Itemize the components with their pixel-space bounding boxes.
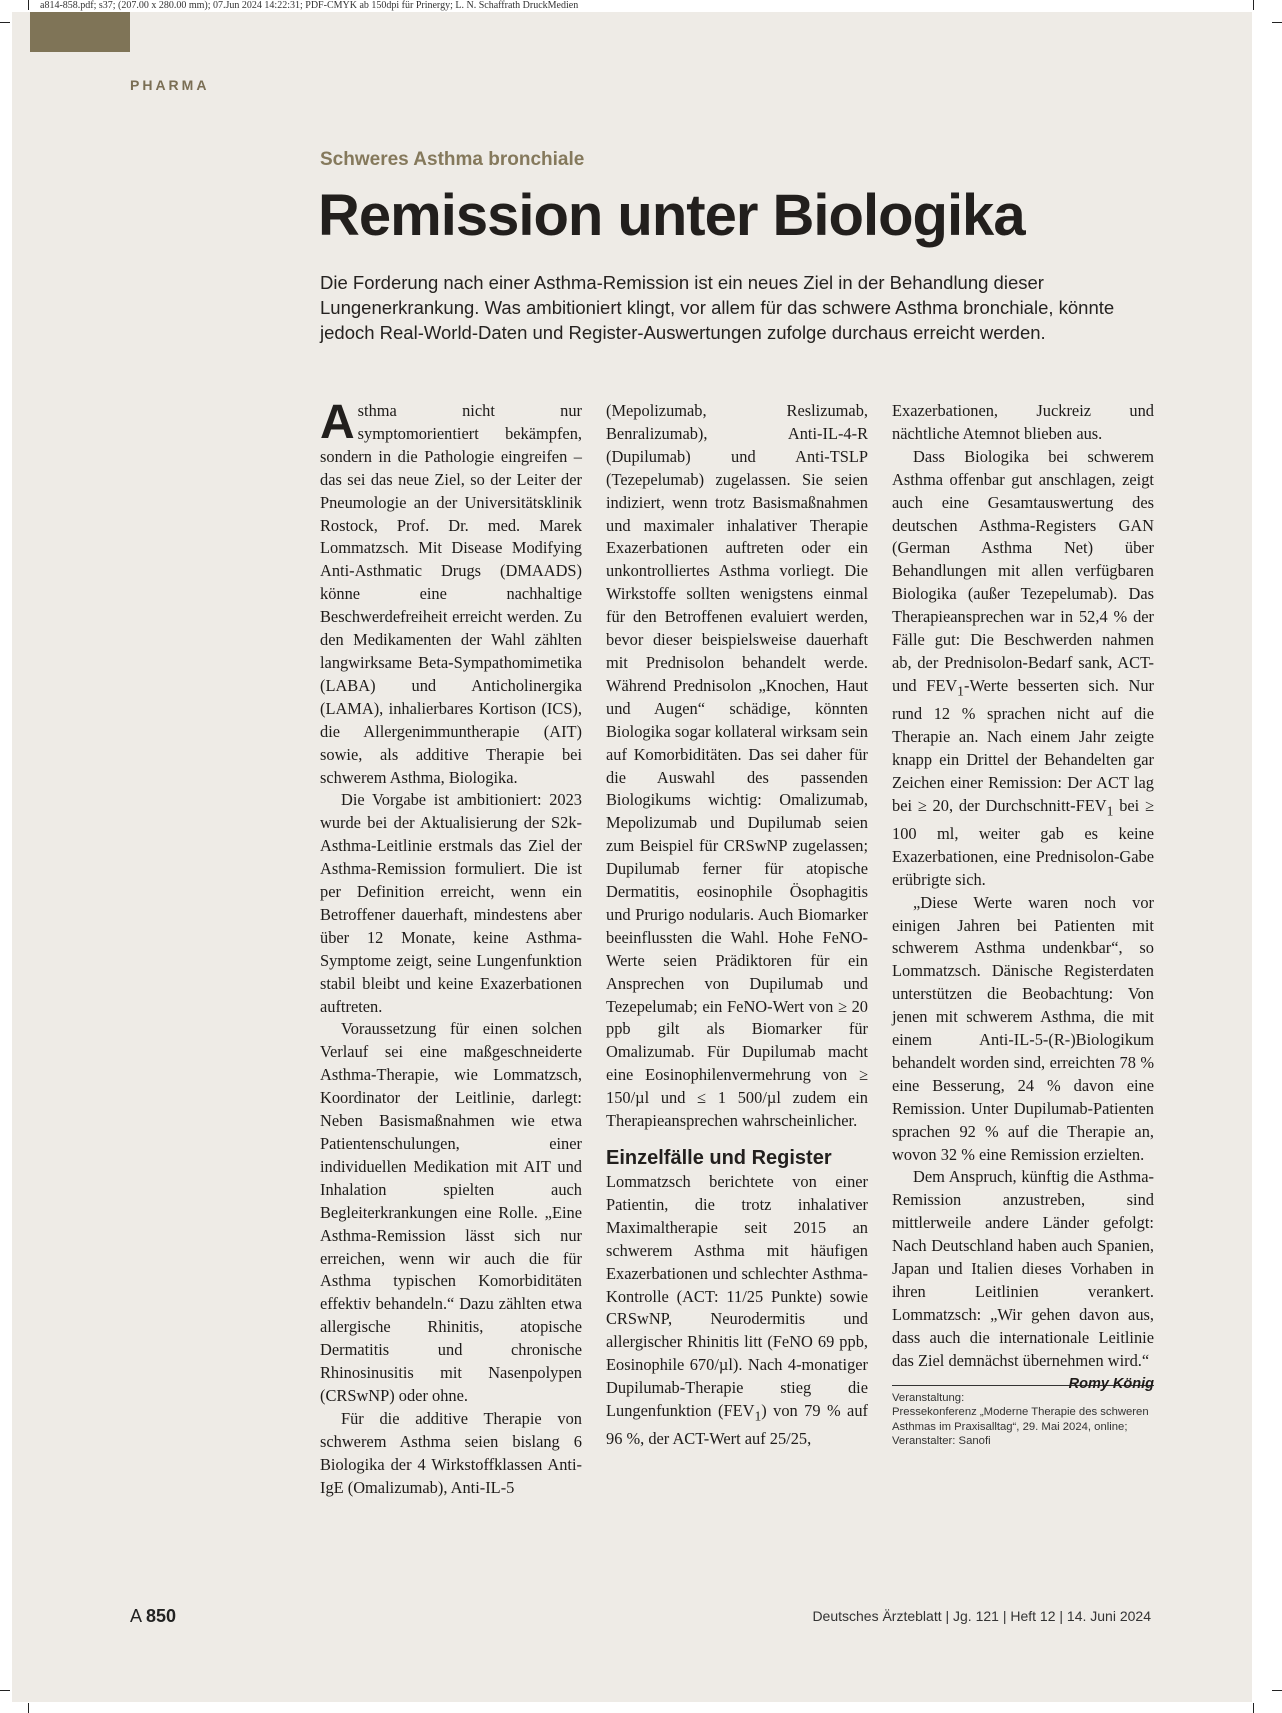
crop-mark	[1253, 0, 1254, 10]
crop-mark	[1272, 22, 1282, 23]
paragraph: Voraussetzung für einen solchen Verlauf sei eine maßgeschneiderte Asthma-Therapie, wie Lommatzsch, Koordinator der Leitlinie, darlegt: Neben Basismaßnahmen wie etwa Patientenschulungen, einer individuellen Medikation mit AIT und Inhalation spielten auch Begleiterkrankungen eine Rolle. „Eine Asthma-Remission lässt sich nur erreichen, wenn wir auch die für Asthma typischen Komorbiditäten effektiv behandeln.“ Dazu zählten etwa allergische Rhinitis, atopische Dermatitis und chronische Rhinosinusitis mit Nasenpolypen (CRSwNP) oder ohne.	[320, 1019, 582, 1405]
crop-mark	[1253, 1703, 1254, 1713]
crop-mark	[28, 1703, 29, 1713]
article-column-1	[320, 396, 582, 1500]
paragraph: Die Vorgabe ist ambitioniert: 2023 wurde bei der Aktualisierung der S2k-Asthma-Leitlinie erstmals das Ziel der Asthma-Remission formuliert. Die ist per Definition erreicht, wenn ein Betroffener dauerhaft, mindestens aber über 12 Monate, keine Asthma-Symptome zeigt, seine Lungenfunktion stabil bleibt und keine Exazerbationen auftreten.	[320, 790, 582, 1016]
crop-mark	[0, 22, 10, 23]
paragraph: Dem Anspruch, künftig die Asthma-Remission anzustreben, sind mittlerweile andere Länder gefolgt: Nach Deutschland haben auch Spanien, Japan und Italien dieses Vorhaben in ihren Leitlinien verankert. Lommatzsch: „Wir gehen davon aus, dass auch die internationale Leitlinie das Ziel demnächst übernehmen wird.“ Romy König	[892, 1166, 1154, 1372]
event-note: Veranstaltung: Pressekonferenz „Moderne Therapie des schweren Asthmas im Praxisalltag“, 29. Mai 2024, online; Veranstalter: Sanofi	[892, 1385, 1154, 1449]
drop-cap: A	[320, 396, 355, 449]
crop-mark	[28, 0, 29, 10]
crop-mark	[1272, 1690, 1282, 1691]
page-number: A 850	[130, 1606, 177, 1626]
paragraph: „Diese Werte waren noch vor einigen Jahren bei Patienten mit schwerem Asthma undenkbar“, so Lommatzsch. Dänische Registerdaten unterstützen die Beobachtung: Von jenen mit schwerem Asthma, die mit einem Anti-IL-5-(R-)Biologikum behandelt worden sind, erreichten 78 % eine Besserung, 24 % davon eine Remission. Unter Dupilumab-Patienten sprachen 92 % auf die Therapie an, wovon 32 % eine Remission erzielten.	[892, 892, 1154, 1164]
crop-mark	[0, 1690, 10, 1691]
publication-footer: Deutsches Ärzteblatt | Jg. 121 | Heft 12 | 14. Juni 2024	[812, 1608, 1151, 1624]
paragraph-text: sthma nicht nur symptomorientiert bekämpfen, sondern in die Pathologie eingreifen – das sei das neue Ziel, so der Leiter der Pneumologie an der Universitätsklinik Rostock, Prof. Dr. med. Marek Lommatzsch. Mit Disease Modifying Anti-Asthmatic Drugs (DMAADS) könne eine nachhaltige Beschwerdefreiheit erreicht werden. Zu den Medikamenten der Wahl zählten langwirksame Beta-Sympathomimetika (LABA) und Anticholinergika (LAMA), inhalierbares Kortison (ICS), die Allergenimmuntherapie (AIT) sowie, als additive Therapie bei schwerem Asthma, Biologika.	[320, 401, 582, 787]
article-column-3	[892, 400, 1154, 1449]
article-kicker: Schweres Asthma bronchiale	[320, 149, 585, 170]
paragraph: Lommatzsch berichtete von einer Patientin, die trotz inhalativer Maximaltherapie seit 2015 an schwerem Asthma mit häufigen Exazerbationen und schlechter Asthma-Kontrolle (ACT: 11/25 Punkte) sowie CRSwNP, Neurodermitis und allergischer Rhinitis litt (FeNO 69 ppb, Eosinophile 670/µl). Nach 4-monatiger Dupilumab-Therapie stieg die Lungenfunktion $(FEV_1)$ von 79 % auf 96 %, der ACT-Wert auf 25/25,	[606, 1172, 868, 1449]
paragraph: Für die additive Therapie von schwerem Asthma seien bislang 6 Biologika der 4 Wirkstoffklassen Anti-IgE (Omalizumab), Anti-IL-5	[320, 1408, 582, 1497]
subheading: Einzelfälle und Register	[606, 1147, 832, 1169]
paragraph: (Mepolizumab, Reslizumab, Benralizumab), Anti-IL-4-R (Dupilumab) und Anti-TSLP (Tezepelumab) zugelassen. Sie seien indiziert, wenn trotz Basismaßnahmen und maximaler inhalativer Therapie Exazerbationen auftreten oder ein unkontrolliertes Asthma vorliegt. Die Wirkstoffe sollten wenigstens einmal für den Betroffenen evaluiert werden, bevor dieser beispielsweise dauerhaft mit Prednisolon behandelt werde. Während Prednisolon „Knochen, Haut und Augen“ schädige, könnten Biologika sogar kollateral wirksam sein auf Komorbiditäten. Das sei daher für die Auswahl des passenden Biologikums wichtig: Omalizumab, Mepolizumab und Dupilumab seien zum Beispiel für CRSwNP zugelassen; Dupilumab ferner für atopische Dermatitis, eosinophile Ösophagitis und Prurigo nodularis. Auch Biomarker beeinflussten die Wahl. Hohe FeNO-Werte seien Prädiktoren für ein Ansprechen von Dupilumab und Tezepelumab; ein FeNO-Wert von ≥ 20 ppb gilt als Biomarker für Omalizumab. Für Dupilumab macht eine Eosinophilenvermehrung von ≥ 150/µl und ≤ 1 500/µl zudem ein Therapieansprechen wahrscheinlicher.	[606, 401, 868, 1131]
paragraph: Dass Biologika bei schwerem Asthma offenbar gut anschlagen, zeigt auch eine Gesamtauswertung des deutschen Asthma-Registers GAN (German Asthma Net) über Behandlungen mit allen verfügbaren Biologika (außer Tezepelumab). Das Therapieansprechen war in 52,4 % der Fälle gut: Die Beschwerden nahmen ab, der Prednisolon-Bedarf sank, ACT- und $FEV_1$-Werte besserten sich. Nur rund 12 % sprachen nicht auf die Therapie an. Nach einem Jahr zeigte knapp ein Drittel der Behandelten gar Zeichen einer Remission: Der ACT lag bei ≥ 20, der Durchschnitt-$FEV_1$ bei ≥ 100 ml, weiter gab es keine Exazerbationen, eine Prednisolon-Gabe erübrigte sich.	[892, 446, 1154, 889]
paragraph: Exazerbationen, Juckreiz und nächtliche Atemnot blieben aus.	[892, 401, 1154, 443]
author-name: Romy König	[1068, 1375, 1154, 1392]
print-job-header: a814-858.pdf; s37; (207.00 x 280.00 mm); 07.Jun 2024 14:22:31; PDF-CMYK ab 150dpi für Prinergy; L. N. Schaffrath DruckMedien	[40, 0, 579, 11]
section-label: PHARMA	[130, 77, 210, 93]
article-column-2	[606, 400, 868, 1451]
article-lead: Die Forderung nach einer Asthma-Remission ist ein neues Ziel in der Behandlung dieser Lungenerkrankung. Was ambitioniert klingt, vor allem für das schwere Asthma bronchiale, könnte jedoch Real-World-Daten und Register-Auswertungen zufolge durchaus erreicht werden.	[320, 272, 1115, 343]
article-headline: Remission unter Biologika	[318, 183, 1025, 248]
section-color-bar	[30, 12, 130, 52]
paragraph	[320, 396, 582, 789]
